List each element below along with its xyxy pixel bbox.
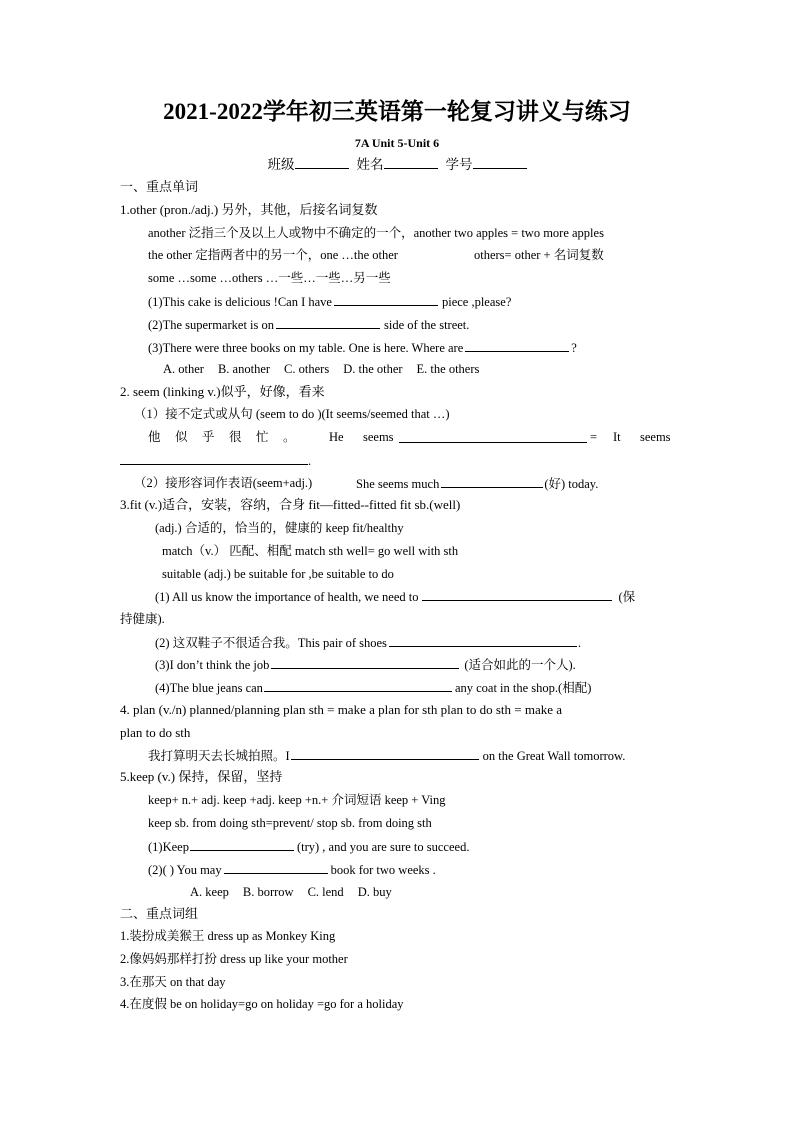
q-text: (2)The supermarket is on bbox=[148, 318, 275, 332]
q-text: on the Great Wall tomorrow. bbox=[482, 749, 626, 763]
item3-head: 3.fit (v.)适合，安装，容纳，合身 fit—fitted--fitted fit sb.(well) bbox=[120, 497, 461, 512]
item5-question1 bbox=[148, 838, 469, 855]
q-text: (4)The blue jeans can bbox=[155, 681, 263, 695]
q-word: 他 bbox=[148, 430, 161, 444]
item3-suitable: suitable (adj.) be suitable for ,be suitable to do bbox=[162, 567, 394, 581]
q-word: He bbox=[329, 430, 344, 444]
answer-blank[interactable] bbox=[334, 293, 438, 306]
item3-question1-cont: 持健康). bbox=[120, 612, 165, 626]
q-text: 我打算明天去长城拍照。I bbox=[148, 749, 290, 763]
q-word: 似 bbox=[175, 430, 188, 444]
name-blank[interactable] bbox=[384, 156, 438, 169]
item5-head: 5.keep (v.) 保持，保留，坚持 bbox=[120, 769, 283, 784]
q-word: seems bbox=[363, 430, 394, 444]
q-text: (3)I don’t think the job bbox=[155, 658, 270, 672]
item2-sub2-line bbox=[134, 475, 312, 491]
q-text: (try) , and you are sure to succeed. bbox=[296, 840, 470, 854]
option: A. keep bbox=[190, 885, 229, 899]
answer-blank[interactable] bbox=[264, 679, 452, 692]
q-text: (1) All us know the importance of health, we need to bbox=[155, 590, 419, 604]
q-word: 乎 bbox=[202, 430, 215, 444]
item3-question3 bbox=[155, 656, 576, 673]
q-text: (好) today. bbox=[544, 477, 599, 491]
page-subtitle: 7A Unit 5-Unit 6 bbox=[354, 136, 440, 150]
q-text: piece ,please? bbox=[441, 295, 512, 309]
item2-question2 bbox=[356, 475, 598, 492]
phrase-item: 3.在那天 on that day bbox=[120, 975, 226, 989]
q-text: (3)There were three books on my table. One is here. Where are bbox=[148, 341, 464, 355]
item1-question2 bbox=[148, 316, 469, 333]
item1-question1 bbox=[148, 293, 511, 310]
item4-head: 4. plan (v./n) planned/planning plan sth = make a plan for sth plan to do sth = make a bbox=[120, 702, 562, 717]
item1-head: 1.other (pron./adj.) 另外，其他，后接名词复数 bbox=[120, 202, 378, 217]
q-word: 。 bbox=[283, 430, 296, 444]
answer-blank[interactable] bbox=[399, 430, 587, 443]
option: C. lend bbox=[307, 885, 344, 899]
answer-blank[interactable] bbox=[389, 634, 577, 647]
q-text: side of the street. bbox=[384, 318, 470, 332]
answer-blank[interactable] bbox=[276, 316, 380, 329]
answer-blank[interactable] bbox=[271, 656, 459, 669]
item5-line1: keep+ n.+ adj. keep +adj. keep +n.+ 介词短语 keep + Ving bbox=[148, 793, 446, 807]
q-text: She seems much bbox=[356, 477, 440, 491]
student-info-line bbox=[0, 156, 794, 173]
page-title: 2021-2022学年初三英语第一轮复习讲义与练习 bbox=[163, 99, 631, 124]
q-text: (适合如此的一个人). bbox=[464, 658, 576, 672]
phrase-item: 4.在度假 be on holiday=go on holiday =go for a holiday bbox=[120, 997, 404, 1011]
item5-question2 bbox=[148, 861, 436, 878]
class-label: 班级 bbox=[267, 157, 295, 172]
item2-head: 2. seem (linking v.)似乎，好像，看来 bbox=[120, 384, 325, 399]
item1-line1: another 泛指三个及以上人或物中不确定的一个，another two apples = two more apples bbox=[148, 226, 604, 240]
name-label: 姓名 bbox=[356, 157, 384, 172]
item5-options bbox=[190, 884, 406, 900]
answer-blank[interactable] bbox=[422, 588, 612, 601]
q-word: 忙 bbox=[256, 430, 269, 444]
answer-blank[interactable] bbox=[291, 747, 479, 760]
q-text: any coat in the shop.(相配) bbox=[454, 681, 592, 695]
item3-question4 bbox=[155, 679, 591, 696]
item3-adj: (adj.) 合适的，恰当的，健康的 keep fit/healthy bbox=[155, 521, 404, 535]
option: D. buy bbox=[357, 885, 392, 899]
option: D. the other bbox=[343, 362, 403, 376]
item1-question3 bbox=[148, 339, 577, 356]
item2-question1-cont bbox=[120, 452, 311, 469]
item1-line3: some …some …others …一些…一些…另一些 bbox=[148, 271, 391, 285]
item4-head-cont: plan to do sth bbox=[120, 725, 191, 740]
q-text: (1)This cake is delicious !Can I have bbox=[148, 295, 332, 309]
item3-question1 bbox=[155, 588, 635, 605]
item5-line2: keep sb. from doing sth=prevent/ stop sb. from doing sth bbox=[148, 816, 432, 830]
item1-options bbox=[163, 361, 493, 377]
class-blank[interactable] bbox=[295, 156, 349, 169]
section1-heading: 一、重点单词 bbox=[120, 179, 199, 194]
q-eq: = bbox=[590, 430, 598, 444]
answer-blank[interactable] bbox=[120, 452, 308, 465]
q-seems: seems bbox=[640, 430, 671, 444]
section2-heading: 二、重点词组 bbox=[120, 906, 199, 921]
item3-question2 bbox=[155, 634, 581, 651]
option: B. another bbox=[217, 362, 271, 376]
q-text: book for two weeks . bbox=[330, 863, 436, 877]
q-text: ? bbox=[571, 341, 577, 355]
q-text: (1)Keep bbox=[148, 840, 189, 854]
answer-blank[interactable] bbox=[465, 339, 569, 352]
q-it: It bbox=[613, 430, 621, 444]
item1-line2a: the other 定指两者中的另一个，one …the other bbox=[148, 248, 398, 262]
answer-blank[interactable] bbox=[441, 475, 543, 488]
q-text: (保 bbox=[618, 590, 636, 604]
item2-sub2: （2）接形容词作表语(seem+adj.) bbox=[134, 476, 313, 490]
phrase-item: 2.像妈妈那样打扮 dress up like your mother bbox=[120, 952, 348, 966]
q-text: . bbox=[577, 636, 582, 650]
answer-blank[interactable] bbox=[190, 838, 294, 851]
item2-question1 bbox=[148, 429, 675, 445]
item1-line2b: others= other + 名词复数 bbox=[474, 248, 604, 262]
q-word: 很 bbox=[229, 430, 242, 444]
option: E. the others bbox=[416, 362, 480, 376]
option: A. other bbox=[163, 362, 204, 376]
option: C. others bbox=[284, 362, 330, 376]
item4-question1 bbox=[148, 747, 625, 764]
number-blank[interactable] bbox=[473, 156, 527, 169]
item3-match: match（v.） 匹配、相配 match sth well= go well with sth bbox=[162, 544, 459, 558]
option: B. borrow bbox=[242, 885, 294, 899]
q-text: (2) 这双鞋子不很适合我。This pair of shoes bbox=[155, 636, 387, 650]
q-text: (2)( ) You may bbox=[148, 863, 222, 877]
q-end: . bbox=[308, 454, 312, 468]
answer-blank[interactable] bbox=[224, 861, 328, 874]
phrase-item: 1.装扮成美猴王 dress up as Monkey King bbox=[120, 929, 336, 943]
number-label: 学号 bbox=[445, 157, 473, 172]
item2-sub1: （1）接不定式或从句 (seem to do )(It seems/seemed that …) bbox=[134, 407, 450, 421]
